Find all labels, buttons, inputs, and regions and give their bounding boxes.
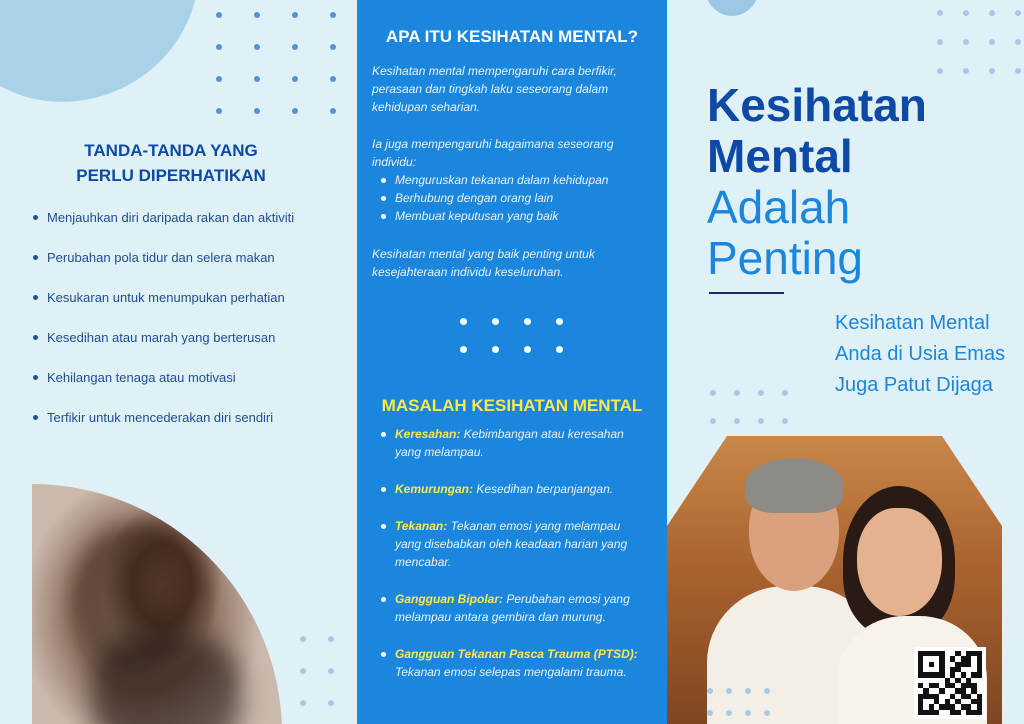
decorative-dots — [300, 636, 334, 706]
list-item: Menguruskan tekanan dalam kehidupan — [379, 171, 608, 189]
mental-health-problems-heading: MASALAH KESIHATAN MENTAL — [381, 396, 643, 415]
divider — [709, 292, 784, 294]
list-item: Gangguan Bipolar: Perubahan emosi yang melampau antara gembira dan murung. — [379, 590, 649, 626]
list-item: Tekanan: Tekanan emosi yang melampau yang disebabkan oleh keadaan harian yang mencabar. — [379, 517, 649, 571]
list-item: Menjauhkan diri daripada rakan dan aktiviti — [32, 208, 307, 227]
list-item: Perubahan pola tidur dan selera makan — [32, 248, 307, 267]
decorative-dots — [460, 318, 563, 353]
decorative-blob — [705, 0, 759, 16]
decorative-dots — [937, 10, 1021, 74]
what-is-mental-health-heading: APA ITU KESIHATAN MENTAL? — [385, 27, 639, 46]
mental-health-problems-list — [379, 425, 649, 700]
intro-paragraph: Kesihatan mental mempengaruhi cara berfikir, perasaan dan tingkah laku seseorang dalam kehidupan seharian. — [372, 64, 617, 114]
decorative-blob — [0, 0, 239, 144]
subtitle: Kesihatan Mental Anda di Usia Emas Juga Patut Dijaga — [835, 312, 1006, 396]
decorative-dots — [710, 390, 788, 424]
list-item: Keresahan: Kebimbangan atau keresahan yang melampau. — [379, 425, 649, 461]
stressed-man-photo — [32, 484, 282, 724]
wellbeing-paragraph: Kesihatan mental yang baik penting untuk kesejahteraan individu keseluruhan. — [372, 247, 595, 279]
right-panel — [667, 0, 1024, 724]
decorative-dots — [216, 12, 336, 114]
list-item: Kemurungan: Kesedihan berpanjangan. — [379, 480, 649, 498]
list-item: Terfikir untuk mencederakan diri sendiri — [32, 408, 307, 427]
warning-signs-list — [32, 208, 307, 448]
decorative-dots — [707, 688, 769, 716]
list-item: Kehilangan tenaga atau motivasi — [32, 368, 307, 387]
list-item: Kesukaran untuk menumpukan perhatian — [32, 288, 307, 307]
middle-panel — [357, 0, 667, 724]
list-item: Kesedihan atau marah yang berterusan — [32, 328, 307, 347]
warning-signs-heading: TANDA-TANDA YANG PERLU DIPERHATIKAN — [76, 141, 266, 185]
qr-code-icon[interactable] — [914, 647, 986, 719]
left-panel — [0, 0, 357, 724]
page-title: Kesihatan Mental Adalah Penting — [707, 79, 927, 284]
list-item: Gangguan Tekanan Pasca Trauma (PTSD): Tekanan emosi selepas mengalami trauma. — [379, 645, 649, 681]
influence-list — [379, 171, 608, 225]
influence-paragraph: Ia juga mempengaruhi bagaimana seseorang individu: — [372, 137, 614, 169]
list-item: Berhubung dengan orang lain — [379, 189, 608, 207]
list-item: Membuat keputusan yang baik — [379, 207, 608, 225]
